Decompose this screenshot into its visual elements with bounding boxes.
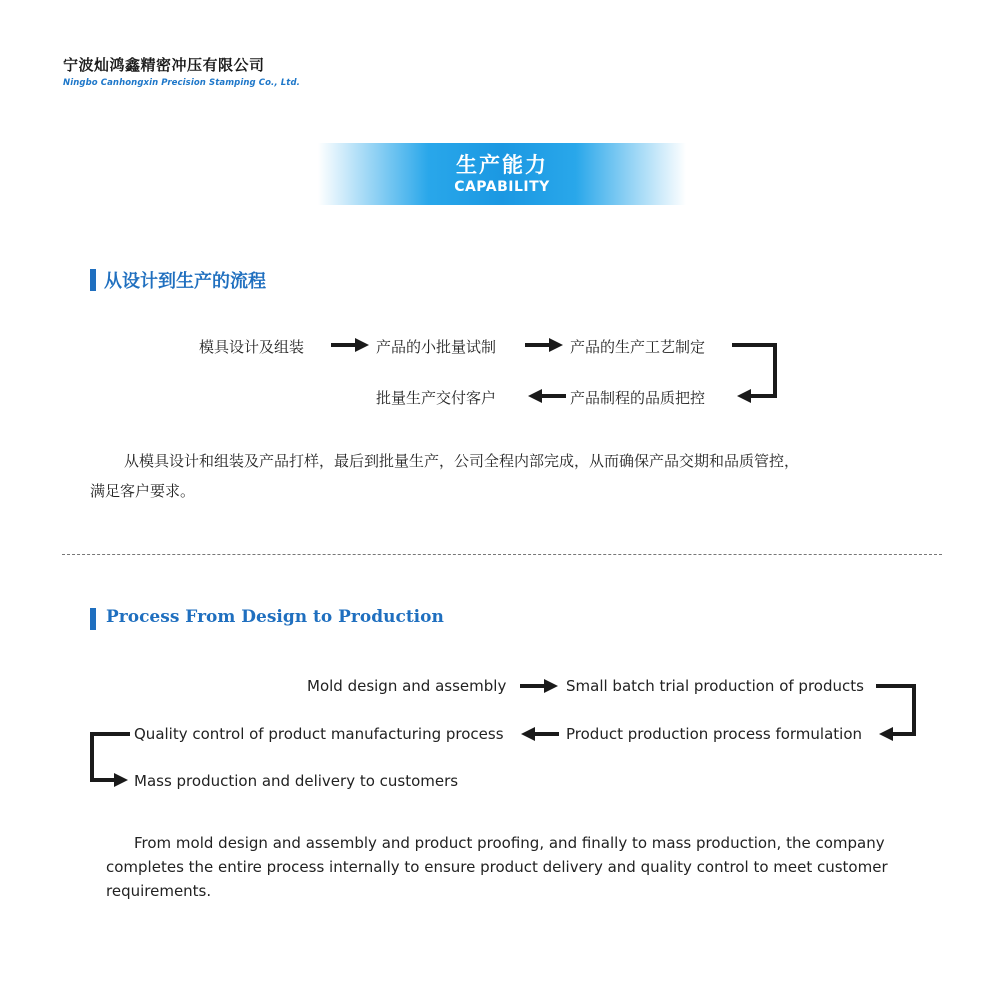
banner-title-cn: 生产能力 [456, 153, 548, 177]
flow-step-cn-3: 产品的生产工艺制定 [570, 338, 706, 356]
company-name-cn: 宁波灿鸿鑫精密冲压有限公司 [63, 56, 265, 74]
arrow-right-icon [520, 679, 558, 693]
flow-step-cn-4: 产品制程的品质把控 [570, 389, 706, 407]
paragraph-en-line-3: requirements. [106, 882, 212, 900]
flow-step-en-2: Small batch trial production of products [566, 677, 864, 695]
section-title-cn: 从设计到生产的流程 [104, 271, 266, 292]
flow-step-en-4: Quality control of product manufacturing process [134, 725, 504, 743]
arrow-right-icon [525, 338, 563, 352]
paragraph-cn-line-1: 从模具设计和组装及产品打样，最后到批量生产，公司全程内部完成，从而确保产品交期和品质管控， [124, 452, 800, 470]
paragraph-en-line-1: From mold design and assembly and product proofing, and finally to mass production, the company [134, 834, 885, 852]
flow-step-en-3: Product production process formulation [566, 725, 863, 743]
paragraph-cn-line-2: 满足客户要求。 [90, 482, 196, 500]
flow-step-en-5: Mass production and delivery to customers [134, 772, 459, 790]
arrow-left-icon [521, 727, 559, 741]
connector-arrow-icon [90, 732, 130, 787]
connector-arrow-icon [732, 343, 777, 403]
company-name-en: Ningbo Canhongxin Precision Stamping Co., Ltd. [63, 78, 300, 88]
banner-title-en: CAPABILITY [454, 179, 550, 195]
paragraph-en-line-2: completes the entire process internally to ensure product delivery and quality control to meet customer [106, 858, 888, 876]
section-title-en: Process From Design to Production [106, 607, 444, 627]
flow-step-en-1: Mold design and assembly [307, 677, 507, 695]
flow-step-cn-5: 批量生产交付客户 [376, 389, 497, 407]
flow-step-cn-2: 产品的小批量试制 [376, 338, 497, 356]
arrow-right-icon [331, 338, 369, 352]
flow-step-cn-1: 模具设计及组装 [199, 338, 305, 356]
connector-arrow-icon [876, 684, 916, 741]
arrow-left-icon [528, 389, 566, 403]
